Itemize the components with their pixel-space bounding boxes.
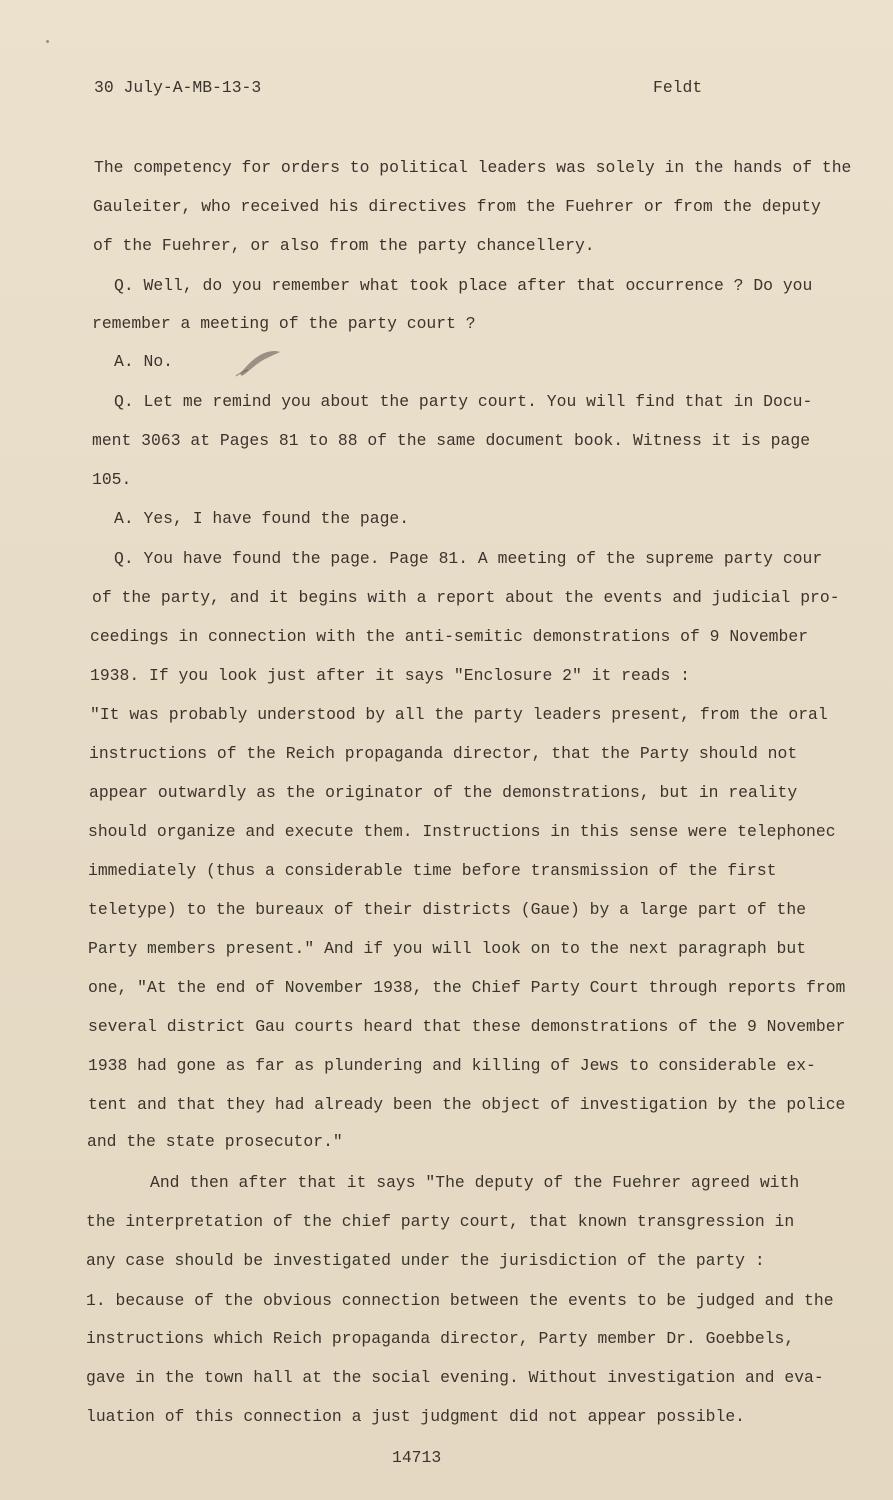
text-line: appear outwardly as the originator of the demonstrations, but in reality [89, 783, 798, 802]
text-line: any case should be investigated under the jurisdiction of the party : [86, 1251, 765, 1270]
text-line: several district Gau courts heard that these demonstrations of the 9 November [88, 1017, 846, 1036]
text-line: Q. Let me remind you about the party court. You will find that in Docu- [114, 392, 813, 411]
text-line: instructions which Reich propaganda director, Party member Dr. Goebbels, [86, 1329, 795, 1348]
text-line: one, "At the end of November 1938, the Chief Party Court through reports from [88, 978, 846, 997]
text-line: The competency for orders to political leaders was solely in the hands of the [94, 158, 852, 177]
text-line: 1938 had gone as far as plundering and killing of Jews to considerable ex- [88, 1056, 816, 1075]
text-line: ment 3063 at Pages 81 to 88 of the same document book. Witness it is page [92, 431, 811, 450]
text-line: 1938. If you look just after it says "Enclosure 2" it reads : [90, 666, 690, 685]
text-line: 1. because of the obvious connection between the events to be judged and the [86, 1291, 834, 1310]
text-line: A. No. [114, 352, 174, 371]
page-number: 14713 [392, 1448, 442, 1467]
text-line: of the party, and it begins with a report about the events and judicial pro- [92, 588, 840, 607]
text-line: Q. You have found the page. Page 81. A meeting of the supreme party cour [114, 549, 823, 568]
text-line: luation of this connection a just judgment did not appear possible. [86, 1407, 746, 1426]
text-line: "It was probably understood by all the party leaders present, from the oral [90, 705, 828, 724]
text-line: Party members present." And if you will look on to the next paragraph but [88, 939, 807, 958]
text-line: ceedings in connection with the anti-semitic demonstrations of 9 November [90, 627, 809, 646]
text-line: teletype) to the bureaux of their districts (Gaue) by a large part of the [88, 900, 807, 919]
text-line: Gauleiter, who received his directives from the Fuehrer or from the deputy [93, 197, 821, 216]
paper-speck [46, 40, 49, 43]
text-line: should organize and execute them. Instructions in this sense were telephonec [88, 822, 836, 841]
ink-smudge-mark [232, 346, 284, 380]
text-line: remember a meeting of the party court ? [92, 314, 476, 333]
text-line: the interpretation of the chief party court, that known transgression in [86, 1212, 795, 1231]
text-line: 105. [92, 470, 132, 489]
document-reference: 30 July-A-MB-13-3 [94, 78, 262, 97]
text-line: instructions of the Reich propaganda director, that the Party should not [89, 744, 798, 763]
text-line: and the state prosecutor." [87, 1132, 343, 1151]
text-line: Q. Well, do you remember what took place after that occurrence ? Do you [114, 276, 813, 295]
text-line: of the Fuehrer, or also from the party chancellery. [93, 236, 595, 255]
text-line: And then after that it says "The deputy of the Fuehrer agreed with [150, 1173, 800, 1192]
text-line: tent and that they had already been the object of investigation by the police [88, 1095, 846, 1114]
text-line: immediately (thus a considerable time before transmission of the first [88, 861, 777, 880]
text-line: gave in the town hall at the social evening. Without investigation and eva- [86, 1368, 824, 1387]
witness-name: Feldt [653, 78, 703, 97]
text-line: A. Yes, I have found the page. [114, 509, 410, 528]
